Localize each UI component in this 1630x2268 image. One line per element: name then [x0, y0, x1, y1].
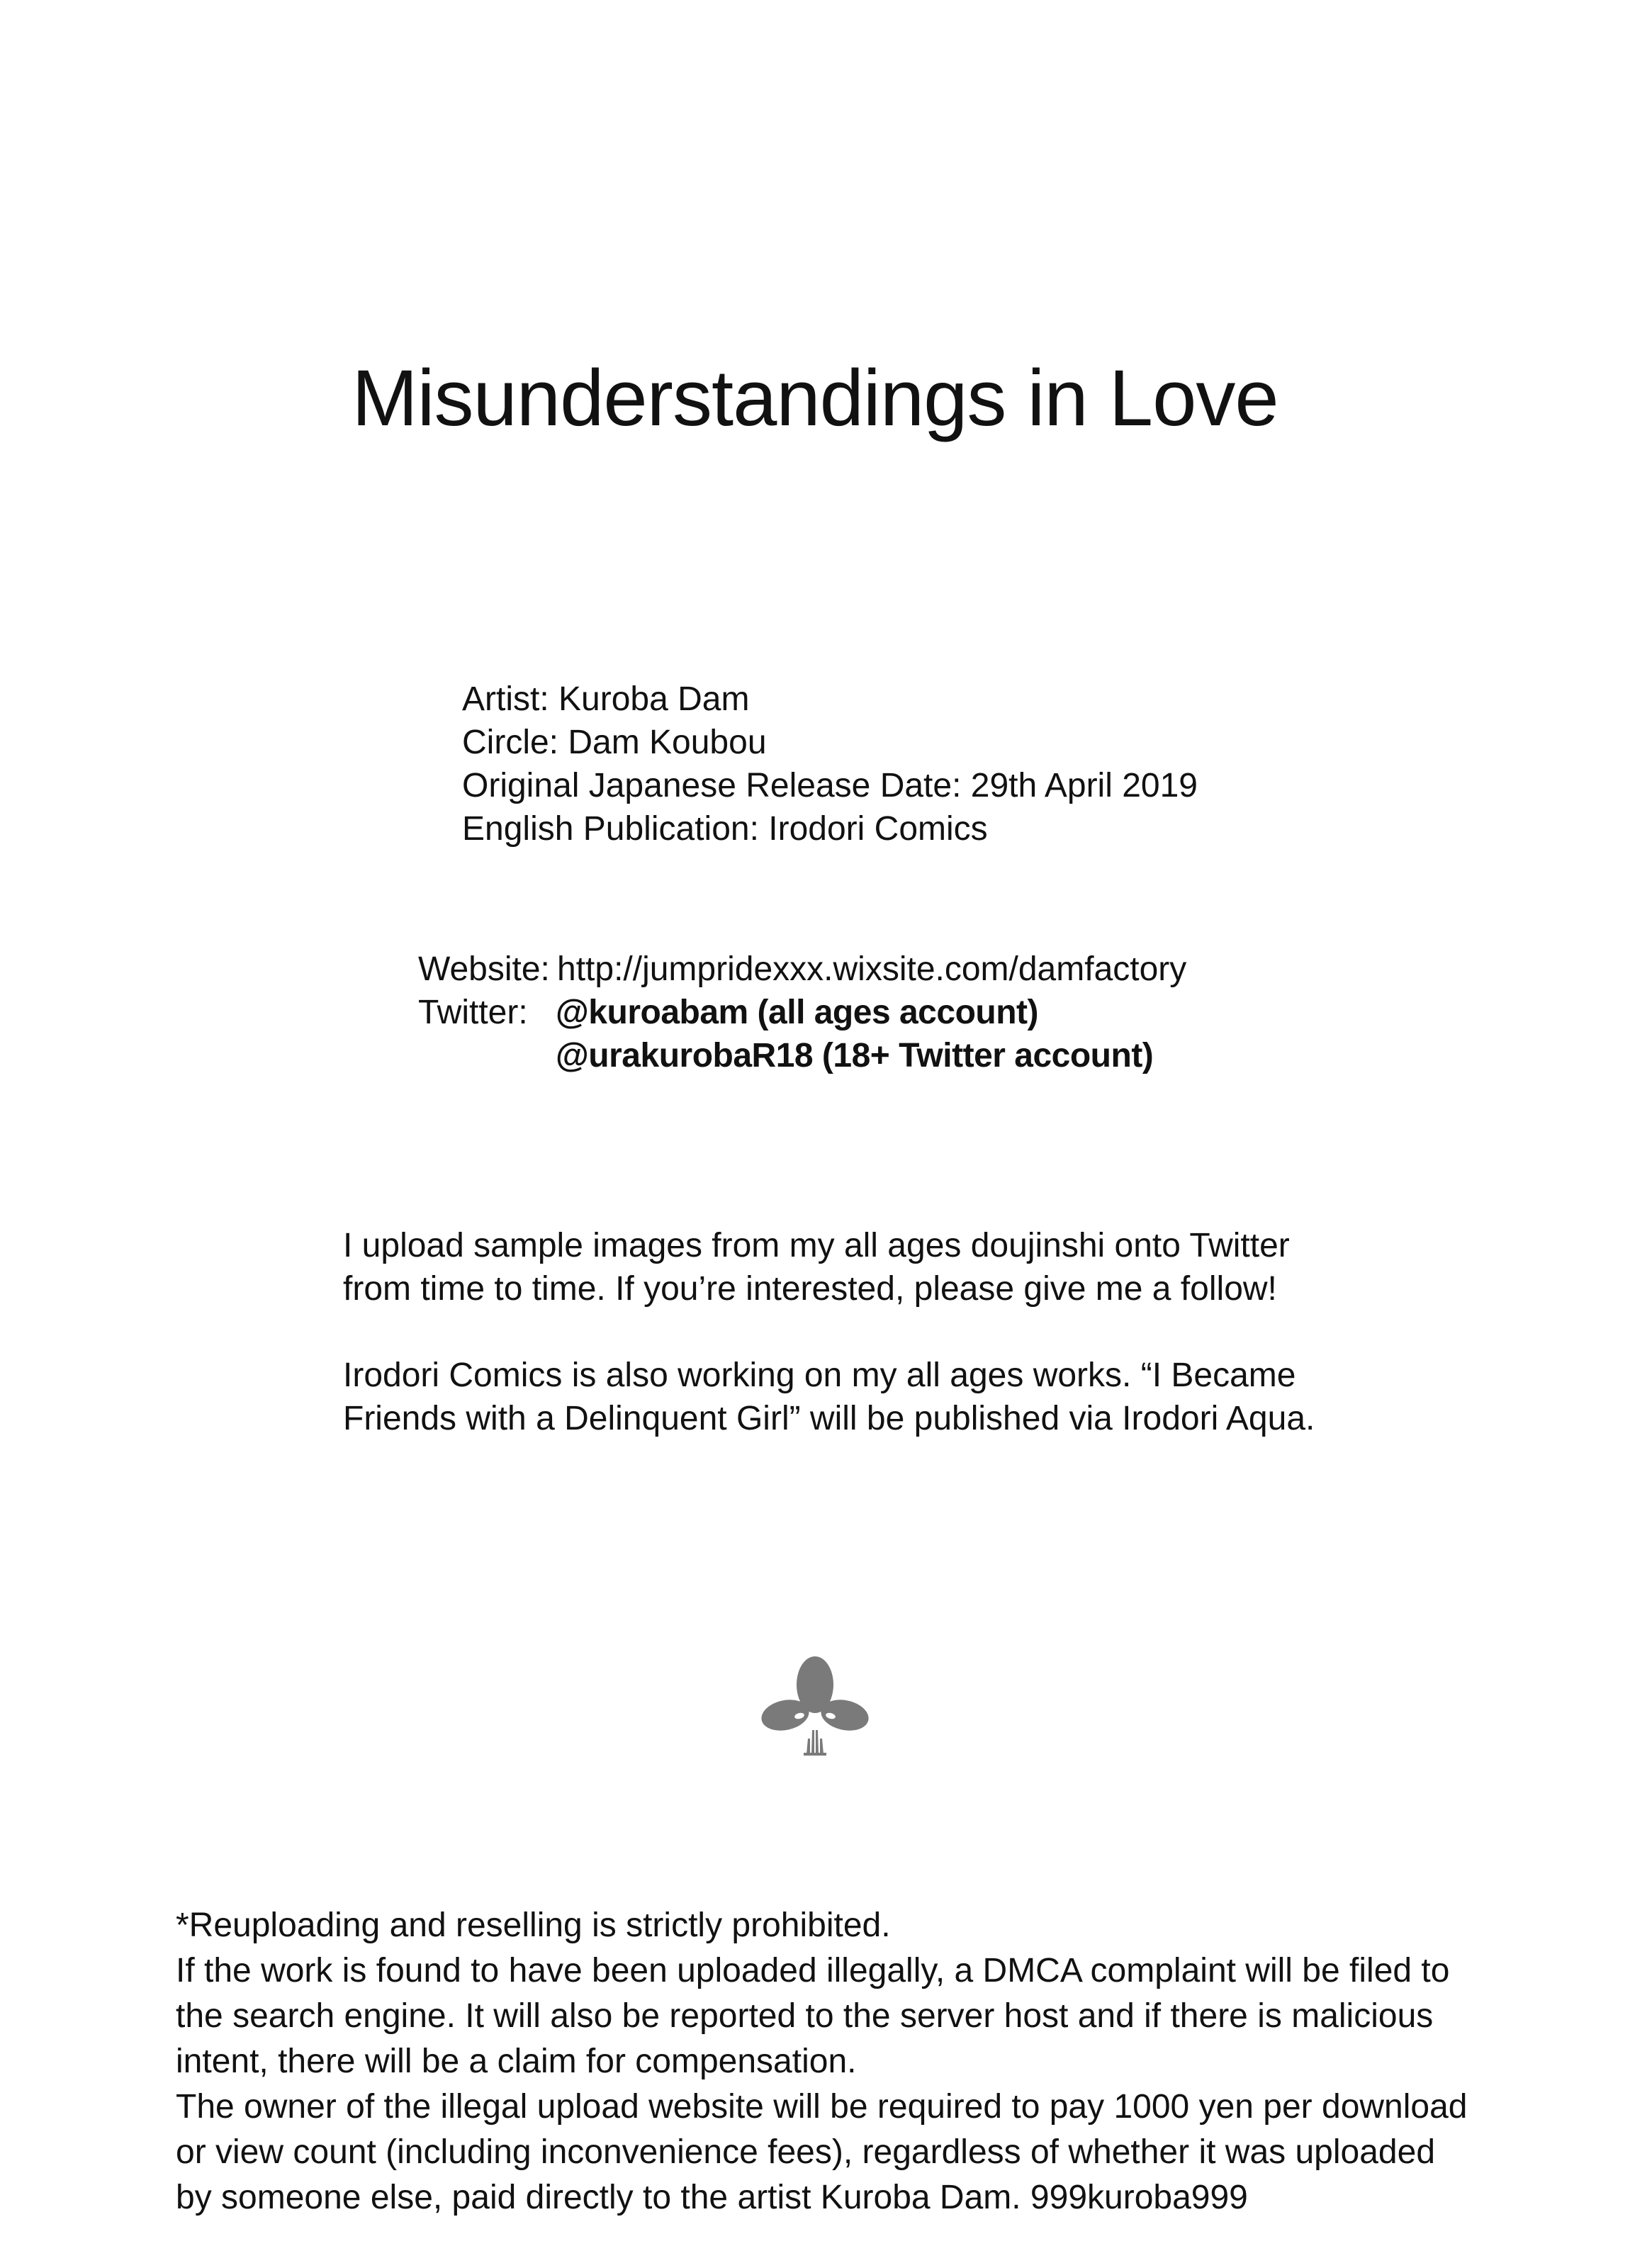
notes-block: [343, 1224, 1335, 1483]
website-row: [418, 948, 1186, 991]
twitter-account-18plus[interactable]: @urakurobaR18 (18+ Twitter account): [556, 1037, 1154, 1074]
twitter-account-all-ages[interactable]: @kuroabam (all ages account): [556, 994, 1038, 1031]
legal-line: intent, there will be a claim for compensation.: [176, 2043, 857, 2080]
notes-line: Irodori Comics is also working on my all ages works. “I Became: [343, 1357, 1296, 1394]
legal-line: The owner of the illegal upload website will be required to pay 1000 yen per download: [176, 2088, 1468, 2126]
legal-line: If the work is found to have been uploaded illegally, a DMCA complaint will be filed to: [176, 1952, 1450, 1989]
twitter-row-secondary: [418, 1034, 1186, 1077]
circle-logo-graphic: [758, 1655, 872, 1761]
circle-line: Circle: Dam Koubou: [462, 724, 767, 761]
notes-paragraph-irodori: [343, 1354, 1335, 1440]
twitter-label: Twitter:: [418, 994, 528, 1031]
website-link[interactable]: http://jumpridexxx.wixsite.com/damfactory: [557, 950, 1187, 988]
legal-line: by someone else, paid directly to the artist Kuroba Dam. 999kuroba999: [176, 2179, 1248, 2216]
notes-line: I upload sample images from my all ages doujinshi onto Twitter: [343, 1227, 1290, 1264]
notes-line: from time to time. If you’re interested, please give me a follow!: [343, 1270, 1277, 1308]
circle-logo-icon: [758, 1655, 872, 1761]
artist-line: Artist: Kuroba Dam: [462, 680, 750, 718]
legal-line: *Reuploading and reselling is strictly prohibited.: [176, 1907, 891, 1944]
legal-notice: [176, 1903, 1466, 2221]
contact-block: [418, 948, 1186, 1077]
credits-block: [462, 678, 1198, 850]
notes-line: Friends with a Delinquent Girl” will be published via Irodori Aqua.: [343, 1400, 1315, 1437]
release-date-line: Original Japanese Release Date: 29th April 2019: [462, 767, 1198, 804]
legal-line: or view count (including inconvenience fees), regardless of whether it was uploaded: [176, 2133, 1436, 2171]
notes-paragraph-twitter: [343, 1224, 1335, 1310]
twitter-row: [418, 991, 1186, 1034]
page-title: Misunderstandings in Love: [352, 354, 1278, 442]
website-label: Website:: [418, 950, 550, 988]
publication-line: English Publication: Irodori Comics: [462, 810, 988, 848]
legal-line: the search engine. It will also be reported to the server host and if there is malicious: [176, 1997, 1434, 2035]
